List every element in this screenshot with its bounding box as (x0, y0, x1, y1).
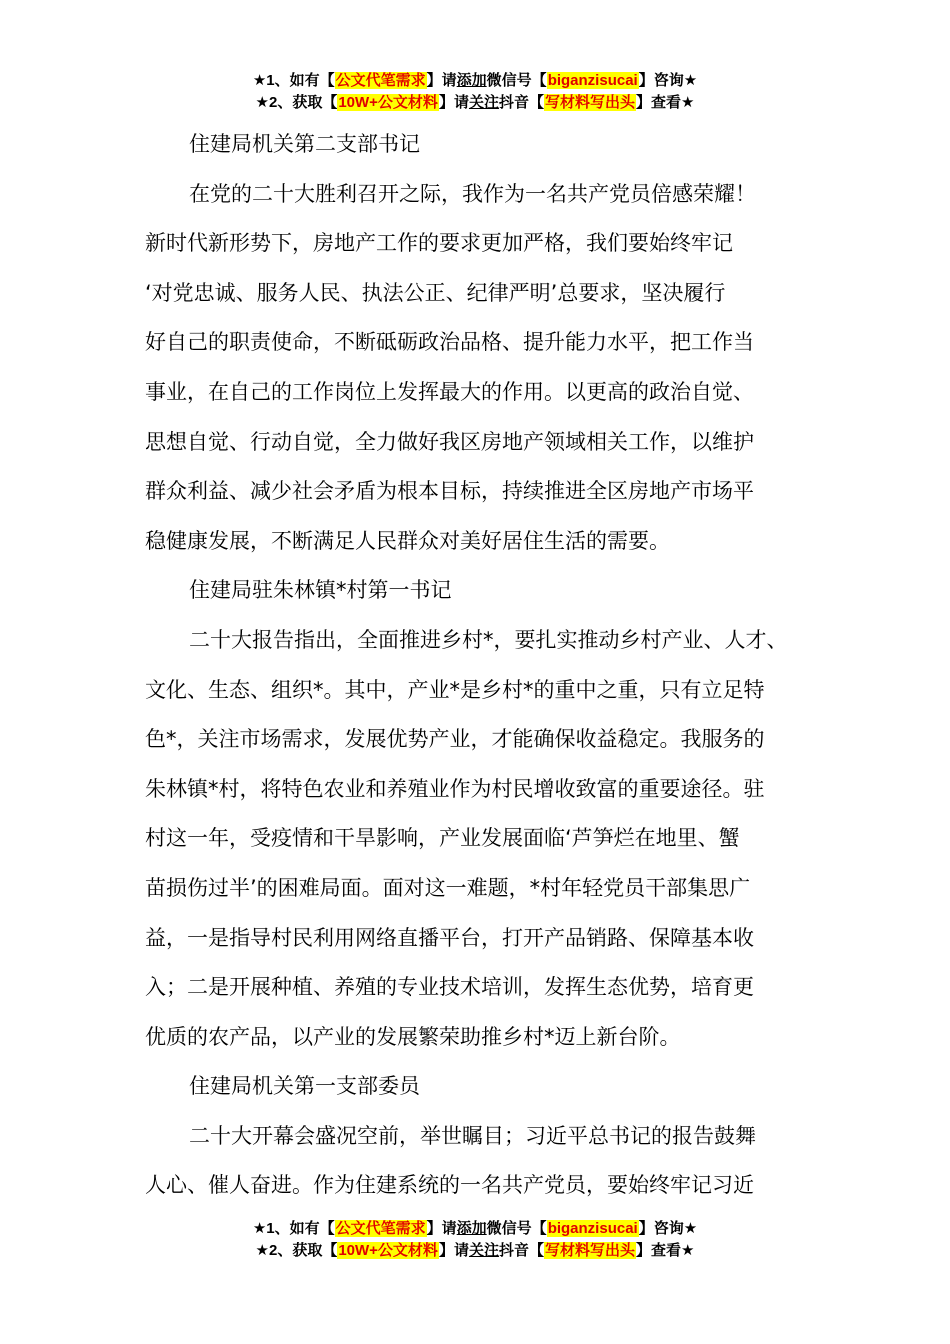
banner-underlined: 关注 (468, 94, 499, 111)
banner-text: 抖音【 (498, 94, 544, 111)
banner-highlight: 公文代笔需求 (335, 72, 426, 89)
paragraph-line: 群众利益、减少社会矛盾为根本目标，持续推进全区房地产市场平 (145, 479, 754, 504)
paragraph-line: 苗损伤过半’的困难局面。面对这一难题，*村年轻党员干部集思广 (145, 875, 751, 900)
paragraph-line: 文化、生态、组织*。其中，产业*是乡村*的重中之重，只有立足特 (145, 677, 765, 702)
banner-text: 】咨询★ (638, 72, 698, 89)
banner-text: 微信号【 (486, 1220, 547, 1237)
paragraph-line: 二十大开幕会盛况空前，举世瞩目；习近平总书记的报告鼓舞 (189, 1123, 756, 1148)
banner-text: 】请 (426, 72, 457, 89)
banner-text: 】查看★ (636, 94, 695, 111)
paragraph-line: 新时代新形势下，房地产工作的要求更加严格，我们要始终牢记 (145, 231, 733, 256)
paragraph-line: 在党的二十大胜利召开之际，我作为一名共产党员倍感荣耀！ (189, 181, 756, 206)
banner-line-2 (0, 1240, 950, 1262)
footer-banner (0, 1218, 950, 1262)
banner-underlined: 关注 (468, 1242, 499, 1259)
paragraph-line: 二十大报告指出，全面推进乡村*，要扎实推动乡村产业、人才、 (189, 627, 788, 652)
banner-text: 微信号【 (486, 72, 547, 89)
banner-text: 】请 (438, 1242, 469, 1259)
banner-text: ★1、如有【 (252, 1220, 335, 1237)
banner-text: 】咨询★ (638, 1220, 698, 1237)
banner-highlight: 10W+公文材料 (338, 94, 438, 111)
banner-highlight: biganzisucai (547, 72, 638, 89)
document-body (145, 120, 815, 1211)
banner-highlight: 公文代笔需求 (335, 1220, 426, 1237)
banner-highlight: 写材料写出头 (544, 94, 635, 111)
banner-underlined: 添加 (456, 1220, 487, 1237)
paragraph-line: 朱林镇*村，将特色农业和养殖业作为村民增收致富的重要途径。驻 (145, 776, 765, 801)
banner-text: 】查看★ (636, 1242, 695, 1259)
banner-line-1 (0, 70, 950, 92)
paragraph-line: 思想自觉、行动自觉，全力做好我区房地产领域相关工作，以维护 (145, 429, 754, 454)
paragraph-line: 稳健康发展，不断满足人民群众对美好居住生活的需要。 (145, 528, 670, 553)
banner-line-2 (0, 92, 950, 114)
banner-text: 】请 (438, 94, 469, 111)
banner-line-1 (0, 1218, 950, 1240)
banner-underlined: 添加 (456, 72, 487, 89)
section-heading: 住建局驻朱林镇*村第一书记 (189, 578, 452, 603)
section-heading: 住建局机关第一支部委员 (189, 1074, 420, 1099)
banner-highlight: biganzisucai (547, 1220, 638, 1237)
header-banner (0, 70, 950, 114)
banner-text: 抖音【 (498, 1242, 544, 1259)
section-heading: 住建局机关第二支部书记 (189, 132, 420, 156)
paragraph-line: 优质的农产品，以产业的发展繁荣助推乡村*迈上新台阶。 (145, 1024, 681, 1049)
paragraph-line: 村这一年，受疫情和干旱影响，产业发展面临‘芦笋烂在地里、蟹 (145, 826, 740, 851)
paragraph-line: 色*，关注市场需求，发展优势产业，才能确保收益稳定。我服务的 (145, 727, 765, 752)
banner-text: ★2、获取【 (255, 94, 338, 111)
paragraph-line: 益，一是指导村民利用网络直播平台，打开产品销路、保障基本收 (145, 925, 754, 950)
banner-text: ★1、如有【 (252, 72, 335, 89)
paragraph-line: 入；二是开展种植、养殖的专业技术培训，发挥生态优势，培育更 (145, 975, 754, 1000)
banner-highlight: 写材料写出头 (544, 1242, 635, 1259)
paragraph-line: ‘对党忠诚、服务人民、执法公正、纪律严明’总要求，坚决履行 (145, 280, 726, 305)
paragraph-line: 事业，在自己的工作岗位上发挥最大的作用。以更高的政治自觉、 (145, 379, 754, 404)
banner-text: ★2、获取【 (255, 1242, 338, 1259)
paragraph-line: 人心、催人奋进。作为住建系统的一名共产党员，要始终牢记习近 (145, 1173, 754, 1198)
banner-text: 】请 (426, 1220, 457, 1237)
paragraph-line: 好自己的职责使命，不断砥砺政治品格、提升能力水平，把工作当 (145, 330, 754, 355)
banner-highlight: 10W+公文材料 (338, 1242, 438, 1259)
